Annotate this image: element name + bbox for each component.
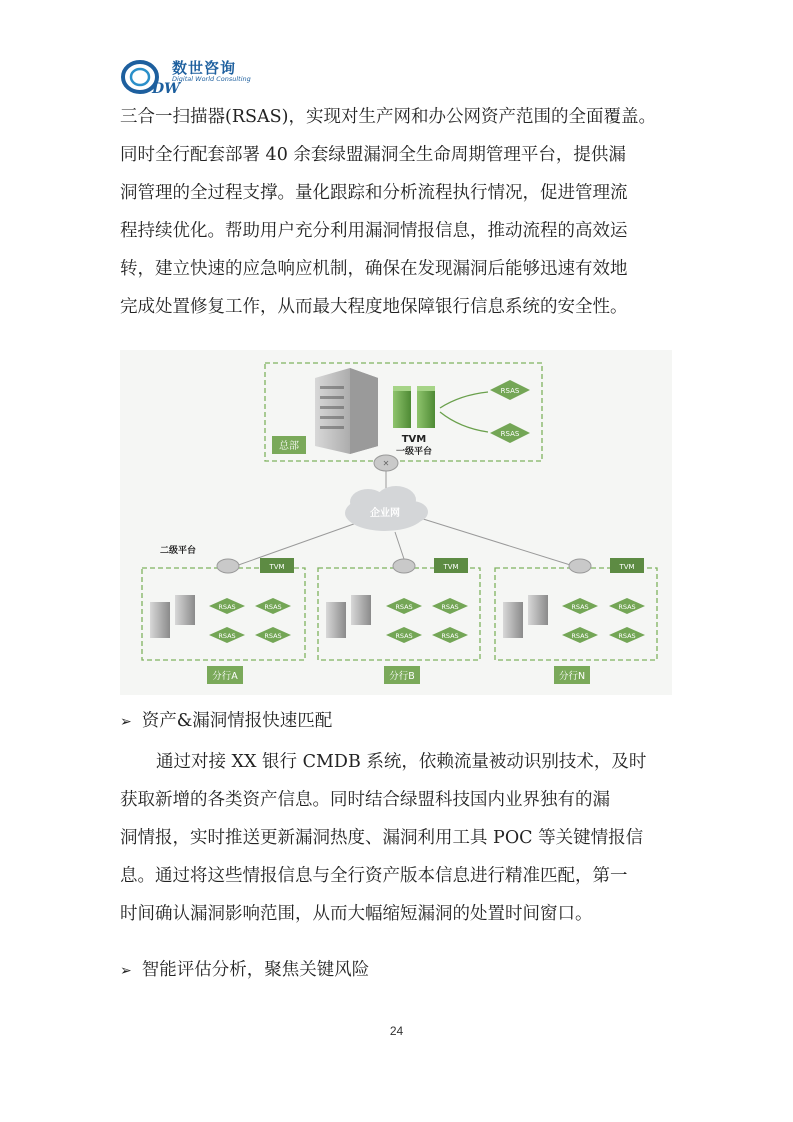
- svg-text:TVM: TVM: [269, 563, 285, 571]
- dw-logo-icon: [120, 55, 180, 97]
- text-line: 时间确认漏洞影响范围，从而大幅缩短漏洞的处置时间窗口。: [120, 904, 593, 924]
- paragraph-scanner-deployment: [120, 98, 680, 326]
- text-line: 洞情报，实时推送更新漏洞热度、漏洞利用工具 POC 等关键情报信: [120, 828, 644, 848]
- rsas-hq-2: [490, 423, 530, 443]
- bullet-smart-assessment: [120, 955, 369, 986]
- svg-text:✕: ✕: [382, 459, 390, 468]
- branch-b: [318, 558, 480, 684]
- svg-text:RSAS: RSAS: [264, 632, 282, 640]
- bullet-text: 资产&漏洞情报快速匹配: [141, 711, 333, 731]
- svg-text:RSAS: RSAS: [571, 603, 589, 611]
- svg-text:RSAS: RSAS: [218, 632, 236, 640]
- page-number: 24: [389, 1024, 404, 1038]
- svg-text:RSAS: RSAS: [395, 632, 413, 640]
- svg-text:RSAS: RSAS: [618, 632, 636, 640]
- svg-text:RSAS: RSAS: [500, 430, 520, 438]
- bullet-text: 智能评估分析，聚焦关键风险: [141, 960, 370, 980]
- hq-router-icon: [374, 455, 398, 471]
- logo-english-name: Digital World Consulting: [172, 75, 251, 83]
- svg-text:RSAS: RSAS: [441, 632, 459, 640]
- architecture-diagram: [120, 350, 672, 695]
- text-line: 完成处置修复工作，从而最大程度地保障银行信息系统的安全性。: [120, 297, 628, 317]
- logo-chinese-name: 数世咨询: [172, 59, 237, 77]
- branch-a-label: 分行A: [212, 671, 238, 682]
- tvm-hq-label: TVM: [401, 434, 427, 445]
- text-line: 通过对接 XX 银行 CMDB 系统，依赖流量被动识别技术，及时: [156, 752, 647, 772]
- svg-text:RSAS: RSAS: [618, 603, 636, 611]
- text-line: 同时全行配套部署 40 余套绿盟漏洞全生命周期管理平台，提供漏: [120, 145, 626, 165]
- text-line: 程持续优化。帮助用户充分利用漏洞情报信息，推动流程的高效运: [120, 221, 628, 241]
- hq-label: 总部: [279, 441, 299, 452]
- network-label: 企业网: [370, 508, 400, 519]
- paragraph-asset-matching: [120, 743, 680, 933]
- logo-mark: DW: [152, 81, 180, 97]
- arrow-bullet-icon: ➢: [120, 963, 132, 979]
- branch-n: [495, 558, 657, 684]
- branch-b-label: 分行B: [389, 671, 415, 682]
- svg-text:TVM: TVM: [619, 563, 635, 571]
- tvm-server-icon: [393, 386, 435, 428]
- network-topology-svg: [120, 350, 672, 695]
- level2-label: 二级平台: [160, 546, 197, 556]
- svg-text:RSAS: RSAS: [441, 603, 459, 611]
- text-line: 洞管理的全过程支撑。量化跟踪和分析流程执行情况，促进管理流: [120, 183, 628, 203]
- company-logo: [120, 55, 260, 97]
- svg-text:TVM: TVM: [443, 563, 459, 571]
- svg-text:RSAS: RSAS: [571, 632, 589, 640]
- bullet-asset-intel-matching: [120, 706, 332, 737]
- text-line: 转，建立快速的应急响应机制，确保在发现漏洞后能够迅速有效地: [120, 259, 628, 279]
- text-line: 获取新增的各类资产信息。同时结合绿盟科技国内业界独有的漏: [120, 790, 610, 810]
- svg-text:RSAS: RSAS: [218, 603, 236, 611]
- branch-a: [142, 558, 305, 684]
- rsas-hq-1: [490, 380, 530, 400]
- arrow-bullet-icon: ➢: [120, 714, 132, 730]
- hq-building-icon: [315, 368, 378, 454]
- svg-text:RSAS: RSAS: [264, 603, 282, 611]
- text-line: 息。通过将这些情报信息与全行资产版本信息进行精准匹配，第一: [120, 866, 628, 886]
- svg-text:RSAS: RSAS: [395, 603, 413, 611]
- text-line: 三合一扫描器(RSAS)，实现对生产网和办公网资产范围的全面覆盖。: [120, 107, 656, 127]
- branch-n-label: 分行N: [558, 671, 586, 682]
- svg-text:RSAS: RSAS: [500, 387, 520, 395]
- level1-label: 一级平台: [395, 447, 433, 457]
